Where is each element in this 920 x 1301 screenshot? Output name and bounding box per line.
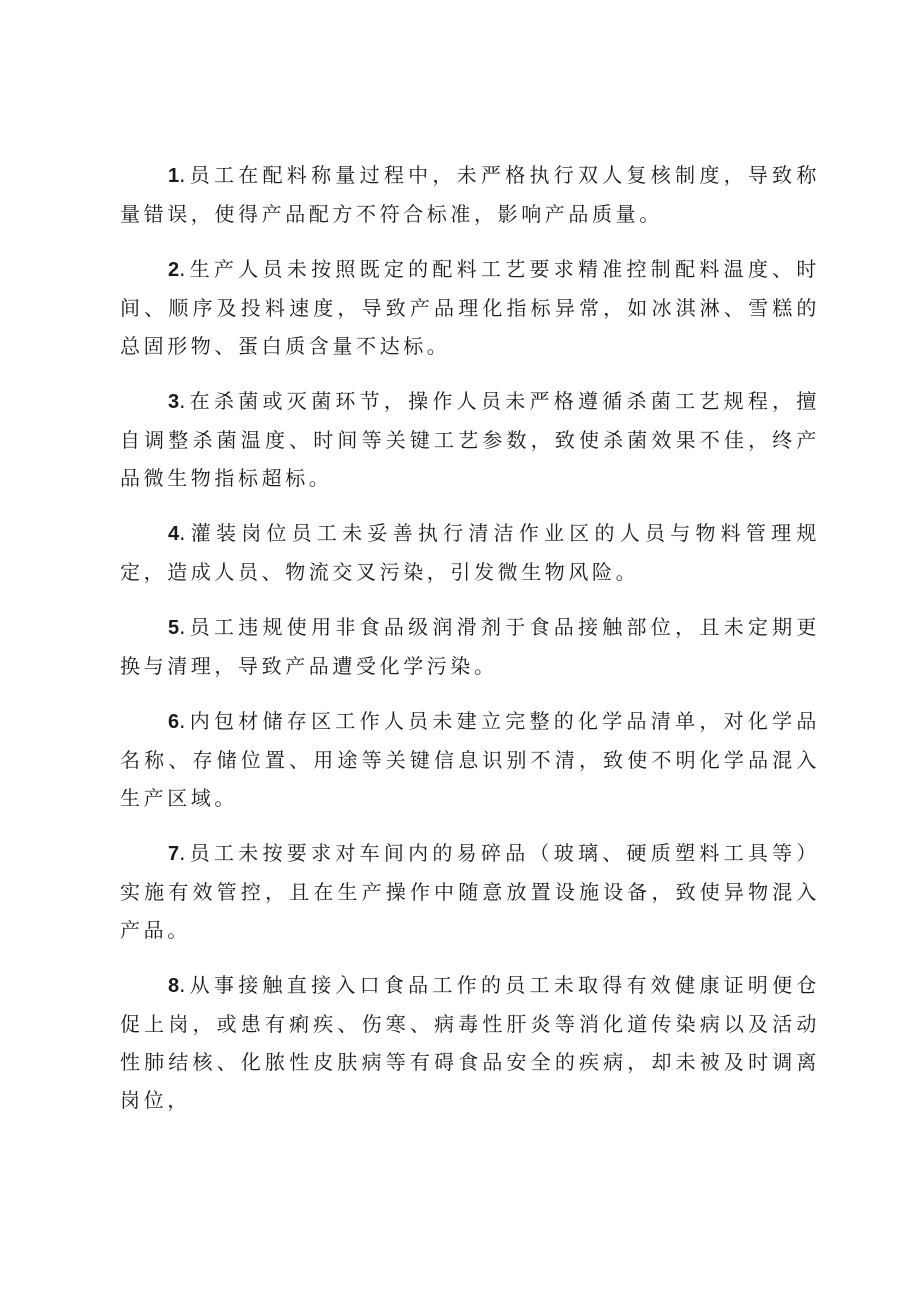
paragraph-4 [120, 514, 820, 591]
paragraph-number: 7 [168, 843, 180, 865]
paragraph-number: 8 [168, 975, 180, 997]
paragraph-5 [120, 608, 820, 685]
paragraph-1 [120, 156, 820, 233]
paragraph-number: 2 [168, 259, 180, 281]
paragraph-text: .在杀菌或灭菌环节，操作人员未严格遵循杀菌工艺规程，擅自调整杀菌温度、时间等关键工艺参数，致使杀菌效果不佳，终产品微生物指标超标。 [120, 389, 820, 490]
paragraph-number: 5 [168, 617, 180, 639]
paragraph-6 [120, 702, 820, 817]
paragraph-text: .员工在配料称量过程中，未严格执行双人复核制度，导致称量错误，使得产品配方不符合标准，影响产品质量。 [120, 163, 820, 226]
paragraph-text: .生产人员未按照既定的配料工艺要求精准控制配料温度、时间、顺序及投料速度，导致产品理化指标异常，如冰淇淋、雪糕的总固形物、蛋白质含量不达标。 [120, 257, 820, 358]
paragraph-text: .员工违规使用非食品级润滑剂于食品接触部位，且未定期更换与清理，导致产品遭受化学污染。 [120, 615, 820, 678]
paragraph-text: .从事接触直接入口食品工作的员工未取得有效健康证明便仓促上岗，或患有痢疾、伤寒、病毒性肝炎等消化道传染病以及活动性肺结核、化脓性皮肤病等有碍食品安全的疾病，却未被及时调离岗位， [120, 973, 820, 1112]
paragraph-number: 6 [168, 711, 180, 733]
paragraph-8 [120, 966, 820, 1119]
paragraph-text: .灌装岗位员工未妥善执行清洁作业区的人员与物料管理规定，造成人员、物流交叉污染，引发微生物风险。 [120, 521, 820, 584]
paragraph-2 [120, 250, 820, 365]
paragraph-3 [120, 382, 820, 497]
document-body [120, 156, 820, 1136]
paragraph-number: 1 [168, 165, 180, 187]
paragraph-number: 3 [168, 391, 180, 413]
paragraph-7 [120, 834, 820, 949]
paragraph-text: .内包材储存区工作人员未建立完整的化学品清单，对化学品名称、存储位置、用途等关键信息识别不清，致使不明化学品混入生产区域。 [120, 709, 820, 810]
paragraph-number: 4 [168, 523, 180, 545]
paragraph-text: .员工未按要求对车间内的易碎品（玻璃、硬质塑料工具等）实施有效管控，且在生产操作中随意放置设施设备，致使异物混入产品。 [120, 841, 820, 942]
